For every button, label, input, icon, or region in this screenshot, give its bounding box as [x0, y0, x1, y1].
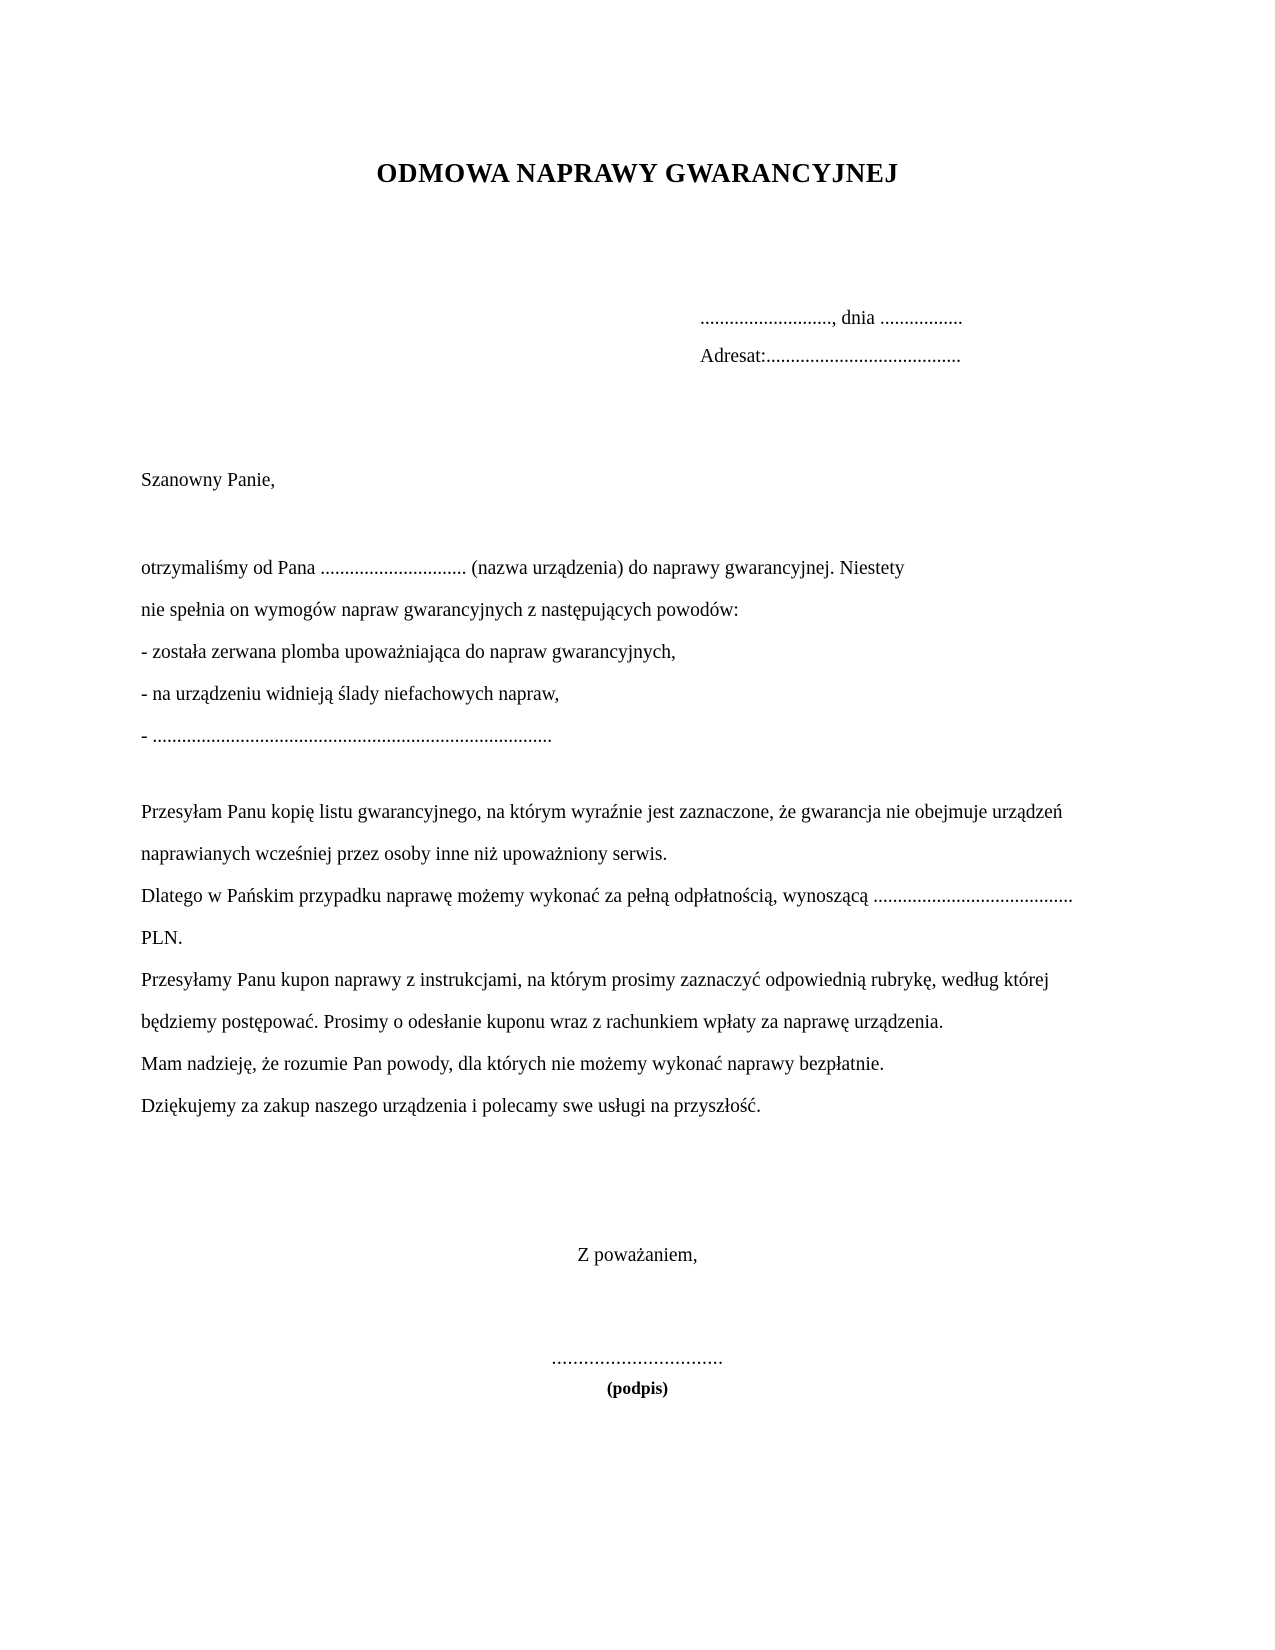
place-date-line: ..........................., dnia ................. — [700, 308, 963, 329]
reason-item-1: - została zerwana plomba upoważniająca do napraw gwarancyjnych, — [141, 642, 676, 663]
document-meta — [700, 300, 1120, 376]
salutation: Szanowny Panie, — [141, 470, 276, 491]
intro-line-2: nie spełnia on wymogów napraw gwarancyjnych z następujących powodów: — [141, 600, 739, 621]
letter-body — [141, 548, 1073, 1128]
reason-item-2: - na urządzeniu widnieją ślady niefachowych napraw, — [141, 684, 560, 705]
reason-item-3: - .................................................................................. — [141, 726, 553, 747]
paragraph-spacer — [141, 758, 1073, 792]
intro-line-1: otrzymaliśmy od Pana .............................. (nazwa urządzenia) do naprawy gwarancyjnej. Niestety — [141, 558, 905, 579]
signature-label: (podpis) — [606, 1378, 669, 1398]
paragraph-4: Mam nadzieję, że rozumie Pan powody, dla których nie możemy wykonać naprawy bezpłatnie. — [141, 1054, 885, 1075]
page-title: ODMOWA NAPRAWY GWARANCYJNEJ — [376, 158, 899, 188]
signature-line: ................................ — [551, 1348, 724, 1369]
closing-line: Z poważaniem, — [577, 1245, 698, 1266]
paragraph-1: Przesyłam Panu kopię listu gwarancyjnego, na którym wyraźnie jest zaznaczone, że gwarancja nie obejmuje urządzeń naprawianych wcześniej przez osoby inne niż upoważniony serwis. — [141, 802, 1063, 865]
paragraph-2: Dlatego w Pańskim przypadku naprawę możemy wykonać za pełną odpłatnością, wynoszącą ......................................... PLN. — [141, 886, 1073, 949]
paragraph-3: Przesyłamy Panu kupon naprawy z instrukcjami, na którym prosimy zaznaczyć odpowiednią rubrykę, według której będziemy postępować. Prosimy o odesłanie kuponu wraz z rachunkiem wpłaty za naprawę urządzenia. — [141, 970, 1050, 1033]
paragraph-5: Dziękujemy za zakup naszego urządzenia i polecamy swe usługi na przyszłość. — [141, 1096, 761, 1117]
recipient-line: Adresat:........................................ — [700, 346, 962, 367]
